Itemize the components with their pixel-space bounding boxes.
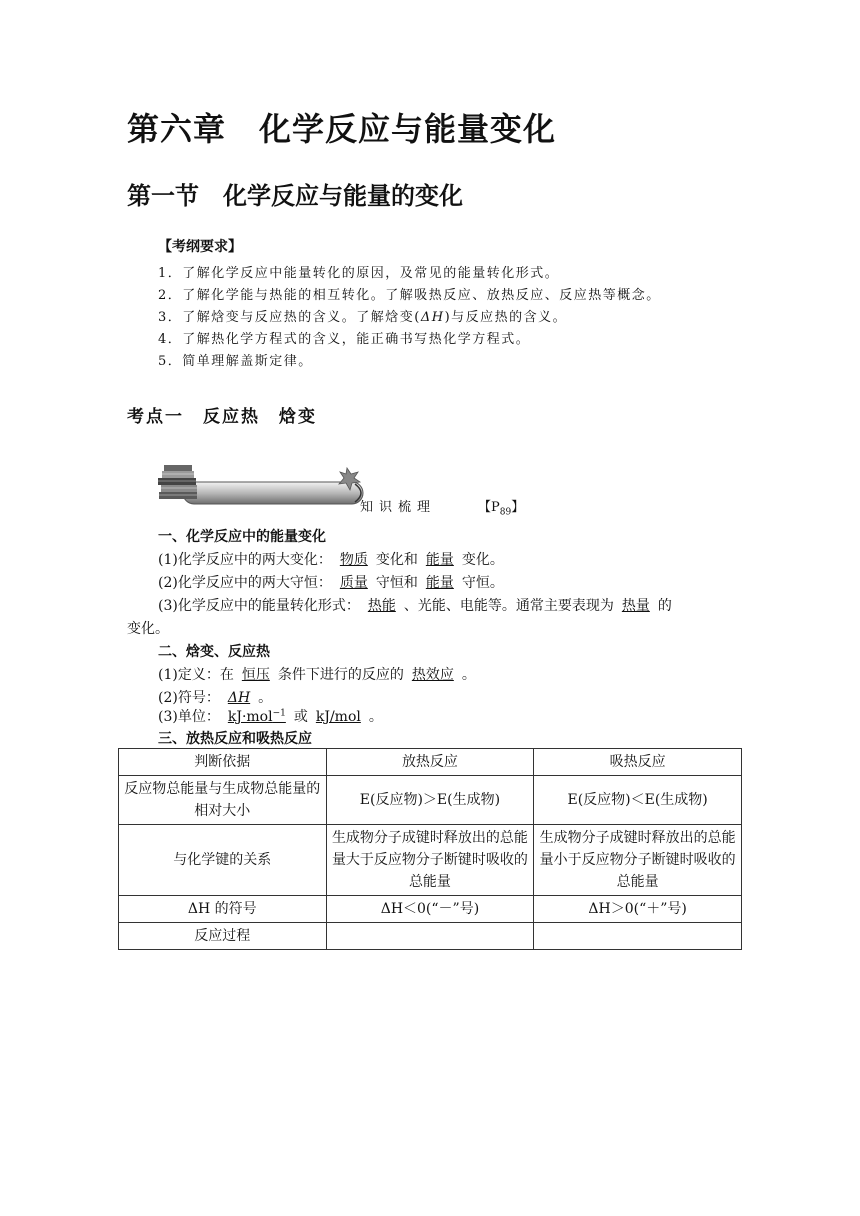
delta-h-symbol: ΔH: [420, 310, 445, 325]
table-header-cell: 吸热反应: [534, 749, 742, 776]
page-ref-number: 89: [499, 507, 512, 518]
table-cell: [326, 923, 534, 950]
part2-line1: [158, 664, 476, 684]
text: 。: [258, 690, 273, 706]
part2-line2: [158, 687, 272, 707]
table-cell: E(反应物)＞E(生成物): [326, 776, 534, 825]
text: 变化和: [375, 552, 418, 568]
knowledge-label: 知识梳理: [360, 500, 437, 515]
text: 。: [368, 709, 383, 725]
requirement-text: 与反应热的含义。: [451, 310, 568, 325]
table-cell: 与化学键的关系: [119, 825, 327, 896]
text: (2)化学反应中的两大守恒：: [158, 575, 332, 591]
table-header-cell: 放热反应: [326, 749, 534, 776]
text: (1)化学反应中的两大变化：: [158, 552, 332, 568]
table-cell: [534, 923, 742, 950]
requirement-item: 5．简单理解盖斯定律。: [158, 354, 313, 369]
text: 守恒。: [461, 575, 504, 591]
requirement-item: 2．了解化学能与热能的相互转化。了解吸热反应、放热反应、反应热等概念。: [158, 288, 661, 303]
text: 或: [293, 709, 308, 725]
part2-heading: 二、焓变、反应热: [158, 644, 270, 660]
table-cell: 生成物分子成键时释放出的总能量小于反应物分子断键时吸收的总能量: [534, 825, 742, 896]
text: 、光能、电能等。通常主要表现为: [403, 598, 614, 614]
answer-blank: 能量: [425, 552, 454, 568]
table-cell: ΔH＞0(“＋”号): [534, 896, 742, 923]
text: (2)符号：: [158, 690, 220, 706]
part2-line3: [158, 706, 383, 726]
table-cell: ΔH＜0(“－”号): [326, 896, 534, 923]
answer-blank: 质量: [339, 575, 368, 591]
kaodian-title: 考点一 反应热 焓变: [127, 407, 317, 427]
answer-blank: [220, 709, 294, 725]
text: 的: [657, 598, 672, 614]
text: 。: [461, 667, 476, 683]
part3-heading: 三、放热反应和吸热反应: [158, 731, 312, 747]
part1-line3: [158, 595, 672, 615]
answer-blank: 物质: [339, 552, 368, 568]
text: 守恒和: [375, 575, 418, 591]
answer-blank: 热量: [621, 598, 650, 614]
requirement-item: 3．了解焓变与反应热的含义。了解焓变(ΔH)与反应热的含义。: [158, 310, 568, 325]
text: (1)定义：在: [158, 667, 234, 683]
unit-text: kJ·mol: [227, 709, 273, 725]
page-ref-suffix: 】: [511, 500, 525, 515]
answer-blank: 热能: [367, 598, 396, 614]
section-title: 第一节 化学反应与能量的变化: [127, 182, 463, 210]
chapter-title: 第六章 化学反应与能量变化: [127, 110, 557, 148]
table-cell: 反应物总能量与生成物总能量的相对大小: [119, 776, 327, 825]
table-row: [119, 776, 742, 825]
books-icon: [158, 465, 197, 499]
answer-blank: 热效应: [411, 667, 454, 683]
text: 条件下进行的反应的: [277, 667, 404, 683]
table-row: [119, 923, 742, 950]
answer-blank: ΔH: [227, 690, 251, 706]
table-header-cell: 判断依据: [119, 749, 327, 776]
text: (3)化学反应中的能量转化形式：: [158, 598, 360, 614]
table-row: [119, 825, 742, 896]
knowledge-banner-graphic: [155, 462, 370, 512]
text: 变化。: [461, 552, 504, 568]
part1-line3-cont: 变化。: [127, 621, 169, 637]
table-cell: 反应过程: [119, 923, 327, 950]
text: (3)单位：: [158, 709, 220, 725]
answer-blank: 恒压: [241, 667, 270, 683]
unit-exponent: −1: [272, 708, 286, 719]
part1-line1: [158, 549, 504, 569]
table-cell: 生成物分子成键时释放出的总能量大于反应物分子断键时吸收的总能量: [326, 825, 534, 896]
requirement-item: 1．了解化学反应中能量转化的原因，及常见的能量转化形式。: [158, 266, 560, 281]
requirement-text: 3．了解焓变与反应热的含义。了解焓变(: [158, 310, 421, 325]
requirements-title: 【考纲要求】: [158, 239, 242, 255]
table-row: [119, 896, 742, 923]
answer-blank: 能量: [425, 575, 454, 591]
requirement-item: 4．了解热化学方程式的含义，能正确书写热化学方程式。: [158, 332, 531, 347]
part1-heading: 一、化学反应中的能量变化: [158, 529, 326, 545]
table-cell: E(反应物)＜E(生成物): [534, 776, 742, 825]
page-reference: [478, 496, 524, 518]
part1-line2: [158, 572, 504, 592]
table-cell: ΔH 的符号: [119, 896, 327, 923]
table-header-row: [119, 749, 742, 776]
page-ref-prefix: 【P: [478, 500, 500, 515]
comparison-table: [118, 748, 742, 950]
answer-blank: kJ/mol: [315, 709, 361, 725]
